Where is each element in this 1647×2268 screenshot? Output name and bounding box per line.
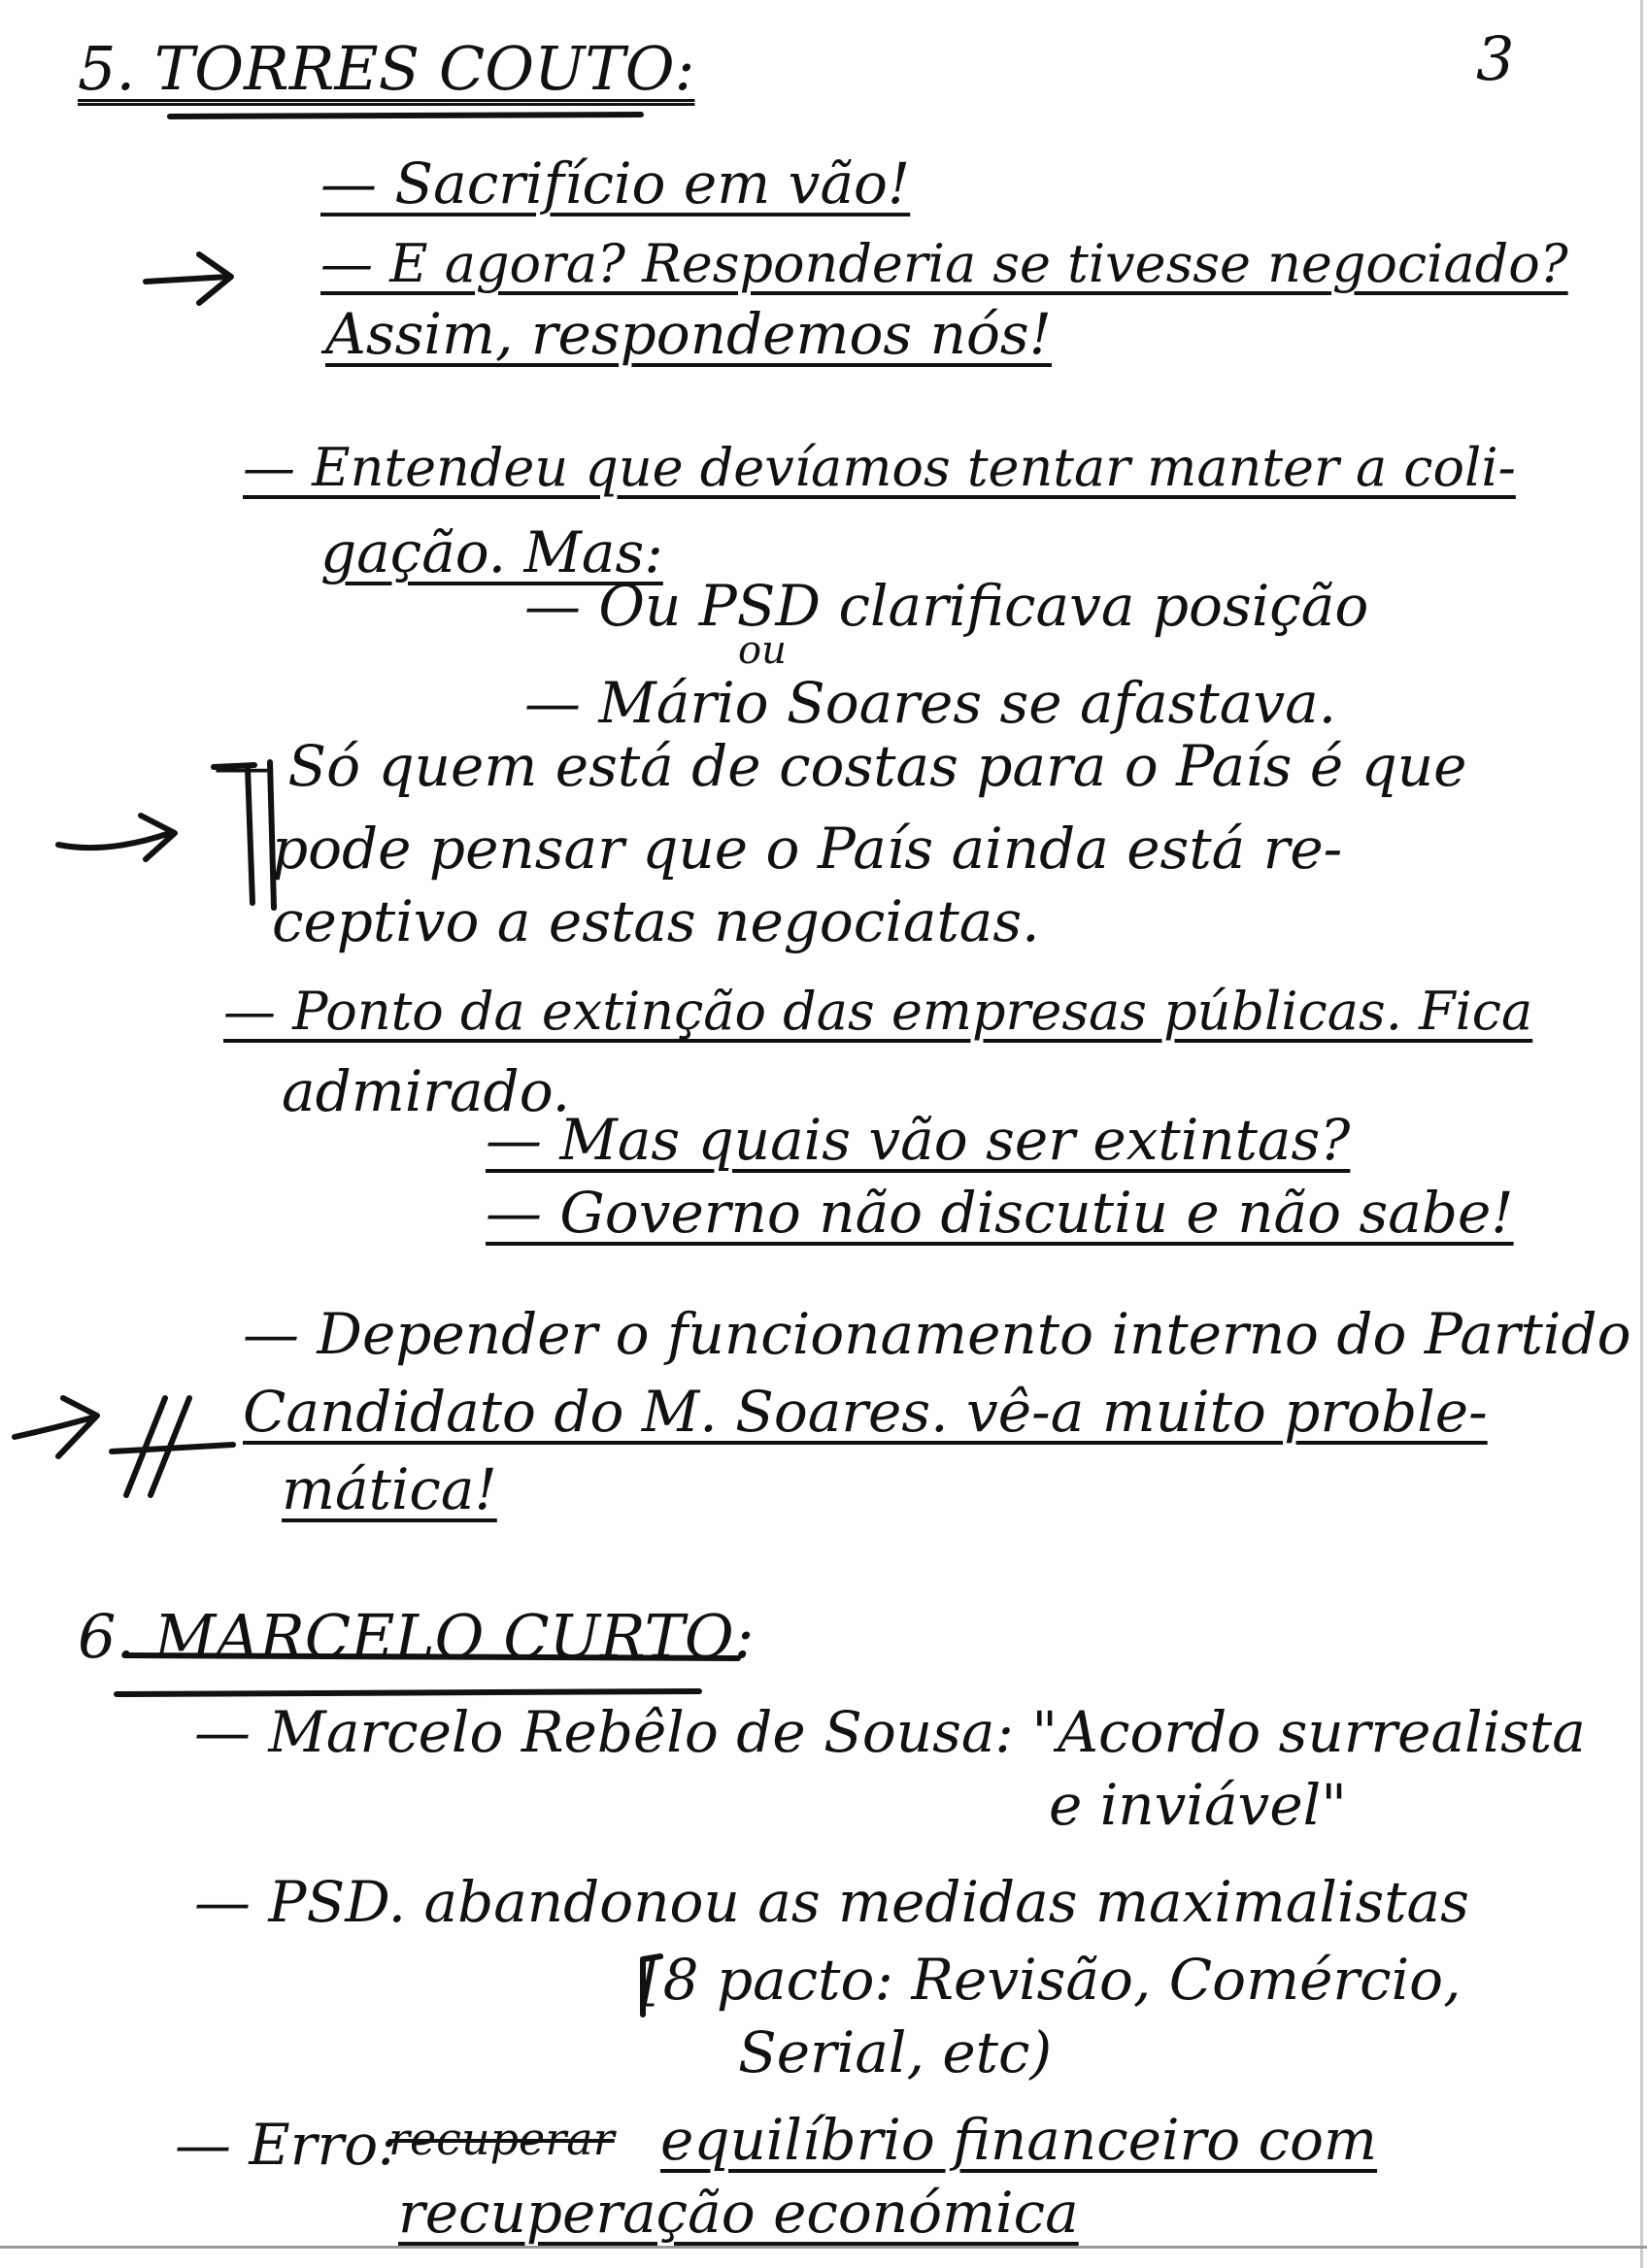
note-line: Serial, etc) — [738, 2019, 1053, 2085]
note-line: e inviável" — [1049, 1772, 1347, 1838]
note-line: Candidato do M. Soares. vê-a muito proble- — [243, 1379, 1488, 1445]
heading-underline — [170, 115, 641, 117]
note-line: — Ponto da extinção das empresas públicas. Fica — [223, 981, 1533, 1042]
note-line: — Mário Soares se afastava. — [524, 670, 1337, 736]
arrow-icon — [146, 254, 231, 303]
heading-underline — [126, 1655, 738, 1658]
note-line: — PSD. abandonou as medidas maximalistas — [194, 1869, 1469, 1935]
note-line: equilíbrio financeiro com — [660, 2107, 1378, 2173]
margin-mark — [112, 1398, 233, 1495]
note-line: ou — [738, 628, 787, 673]
note-line: — Governo não discutiu e não sabe! — [486, 1180, 1514, 1246]
note-line: admirado. — [282, 1058, 571, 1124]
note-line-crossed-out: recuperar — [388, 2113, 615, 2165]
note-line: — Só quem está de costas para o País é que — [214, 733, 1467, 799]
note-line: — Depender o funcionamento interno do Partido — [243, 1301, 1631, 1367]
note-line: [8 pacto: Revisão, Comércio, — [641, 1947, 1462, 2013]
note-line: — E agora? Responderia se tivesse negociado? — [320, 233, 1568, 294]
note-line: mática! — [282, 1456, 497, 1522]
note-line: — Ou PSD clarificava posição — [524, 573, 1369, 639]
note-line: ceptivo a estas negociatas. — [272, 888, 1040, 954]
page-number: 3 — [1476, 23, 1515, 94]
bracket — [643, 1956, 660, 2015]
heading-underline — [117, 1691, 699, 1694]
section-heading-torres-couto: 5. TORRES COUTO: — [78, 33, 695, 104]
scan-edge — [1640, 0, 1643, 2268]
note-line: — Erro: — [175, 2112, 397, 2178]
note-line: recuperação económica — [398, 2180, 1079, 2246]
note-line: — Sacrifício em vão! — [320, 150, 911, 217]
margin-bracket — [214, 762, 274, 908]
scan-edge — [0, 2246, 1647, 2249]
section-heading-marcelo-curto: 6. MARCELO CURTO: — [78, 1601, 755, 1672]
arrow-icon — [15, 1398, 97, 1456]
note-line: gação. Mas: — [320, 519, 663, 585]
note-line: Assim, respondemos nós! — [325, 301, 1052, 367]
note-line: pode pensar que o País ainda está re- — [272, 816, 1343, 882]
arrow-icon — [58, 816, 175, 859]
note-line: — Mas quais vão ser extintas? — [486, 1107, 1351, 1173]
note-line: — Entendeu que devíamos tentar manter a coli- — [243, 437, 1516, 498]
note-line: — Marcelo Rebêlo de Sousa: "Acordo surrealista — [194, 1699, 1586, 1765]
